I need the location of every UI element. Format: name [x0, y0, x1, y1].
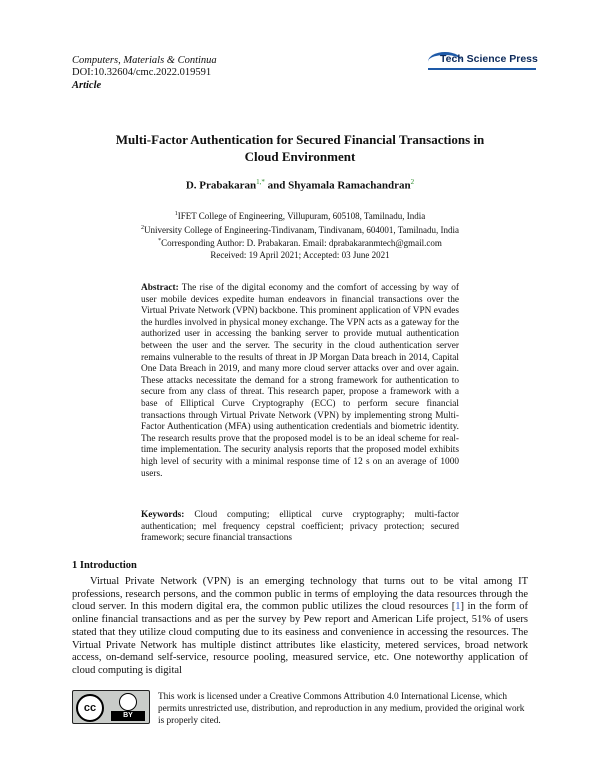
cc-icon: cc — [76, 694, 104, 722]
received-accepted-dates: Received: 19 April 2021; Accepted: 03 June 2021 — [210, 249, 390, 260]
license-text: This work is licensed under a Creative Commons Attribution 4.0 International License, which permits unrestricted use, distribution, and reproduction in any medium, provided the original work is properly cited. — [158, 692, 525, 726]
keywords — [141, 510, 459, 545]
author-1[interactable]: D. Prabakaran — [185, 179, 257, 192]
article-type: Article — [72, 80, 102, 91]
author-1-affil[interactable]: 1,* — [256, 178, 265, 186]
doi[interactable]: DOI:10.32604/cmc.2022.019591 — [72, 67, 212, 78]
keywords-text: Cloud computing; elliptical curve cryptography; multi-factor authentication; mel frequency cepstral coefficient; privacy protection; secured framework; secure financial transactions — [141, 510, 459, 544]
by-label: BY — [111, 711, 145, 721]
publisher-name: Tech Science Press — [440, 53, 538, 65]
title-line-2: Cloud Environment — [244, 149, 356, 164]
author-2-affil[interactable]: 2 — [410, 178, 415, 186]
journal-name: Computers, Materials & Continua — [72, 55, 217, 66]
introduction-paragraph: Virtual Private Network (VPN) is an emerging technology that turns out to be vital among IT professions, research persons, and the common public in terms of employing the data resources through the cloud server. In this modern digital era, the common public utilizes the cloud resources [1] in the form of online financial transactions and as per the survey by Pew report and American Life project, 51% of users stated that they utilize cloud computing due to its easiness and convenience in accessing the resources. The Virtual Private Network has multiple distinct attributes like elasticity, metered services, broad network access, on-demand self-service, resource pooling, measured service, etc. One noteworthy application of cloud computing is digital — [72, 576, 528, 676]
affiliation-2: $^2$University College of Engineering-Tindivanam, Tindivanam, 604001, Tamilnadu, India — [140, 224, 460, 235]
abstract — [141, 283, 459, 480]
keywords-label: Keywords: — [141, 510, 185, 520]
abstract-label: Abstract: — [141, 283, 179, 293]
title-line-1: Multi-Factor Authentication for Secured Financial Transactions in — [115, 132, 485, 147]
citation-link[interactable]: 1 — [455, 601, 461, 613]
abstract-text: The rise of the digital economy and the comfort of accessing by way of user mobile devices expedite human endeavors in financial transactions over the Virtual Private Network (VPN) backbone. This prominent application of VPN evades the hurdles involved in physical money exchange. The VPN acts as a gateway for the authorized user in accessing the banking server to provide mutual authentication between the user and the server. The security in the cloud authentication server remains vulnerable to the results of threat in JP Morgan Data breach in 2014, Capital One Data Breach in 2019, and many more cloud server attacks over and over again. These attacks necessitate the demand for a strong framework for authentication to secure from any class of threat. This research paper, propose a framework with a base of Elliptical Curve Cryptography (ECC) to perform secure financial transactions through Virtual Private Network (VPN) by implementing strong Multi-Factor Authentication (MFA) using authentication credentials and biometric identity. The research results prove that the proposed model is to be an ideal scheme for real-time implementation. The security analysis reports that the proposed model exhibits high level of security with a minimal response time of 12 s on an average of 1000 users. — [141, 283, 460, 479]
section-heading-introduction: 1 Introduction — [72, 560, 137, 571]
cc-by-license-badge[interactable] — [72, 690, 150, 724]
affiliation-1: $^1$IFET College of Engineering, Villupuram, 605108, Tamilnadu, India — [174, 211, 426, 221]
author-and: and — [267, 179, 286, 192]
publisher-logo — [428, 50, 538, 72]
by-icon — [111, 693, 143, 721]
author-list — [60, 178, 540, 192]
publisher-underline — [428, 68, 536, 70]
person-icon — [119, 693, 137, 711]
paper-title — [60, 131, 540, 165]
corresponding-author: *Corresponding Author: D. Prabakaran. Email: dprabakaranmtech@gmail.com — [158, 238, 442, 248]
author-2[interactable]: Shyamala Ramachandran — [288, 179, 411, 192]
affiliations — [60, 209, 540, 261]
